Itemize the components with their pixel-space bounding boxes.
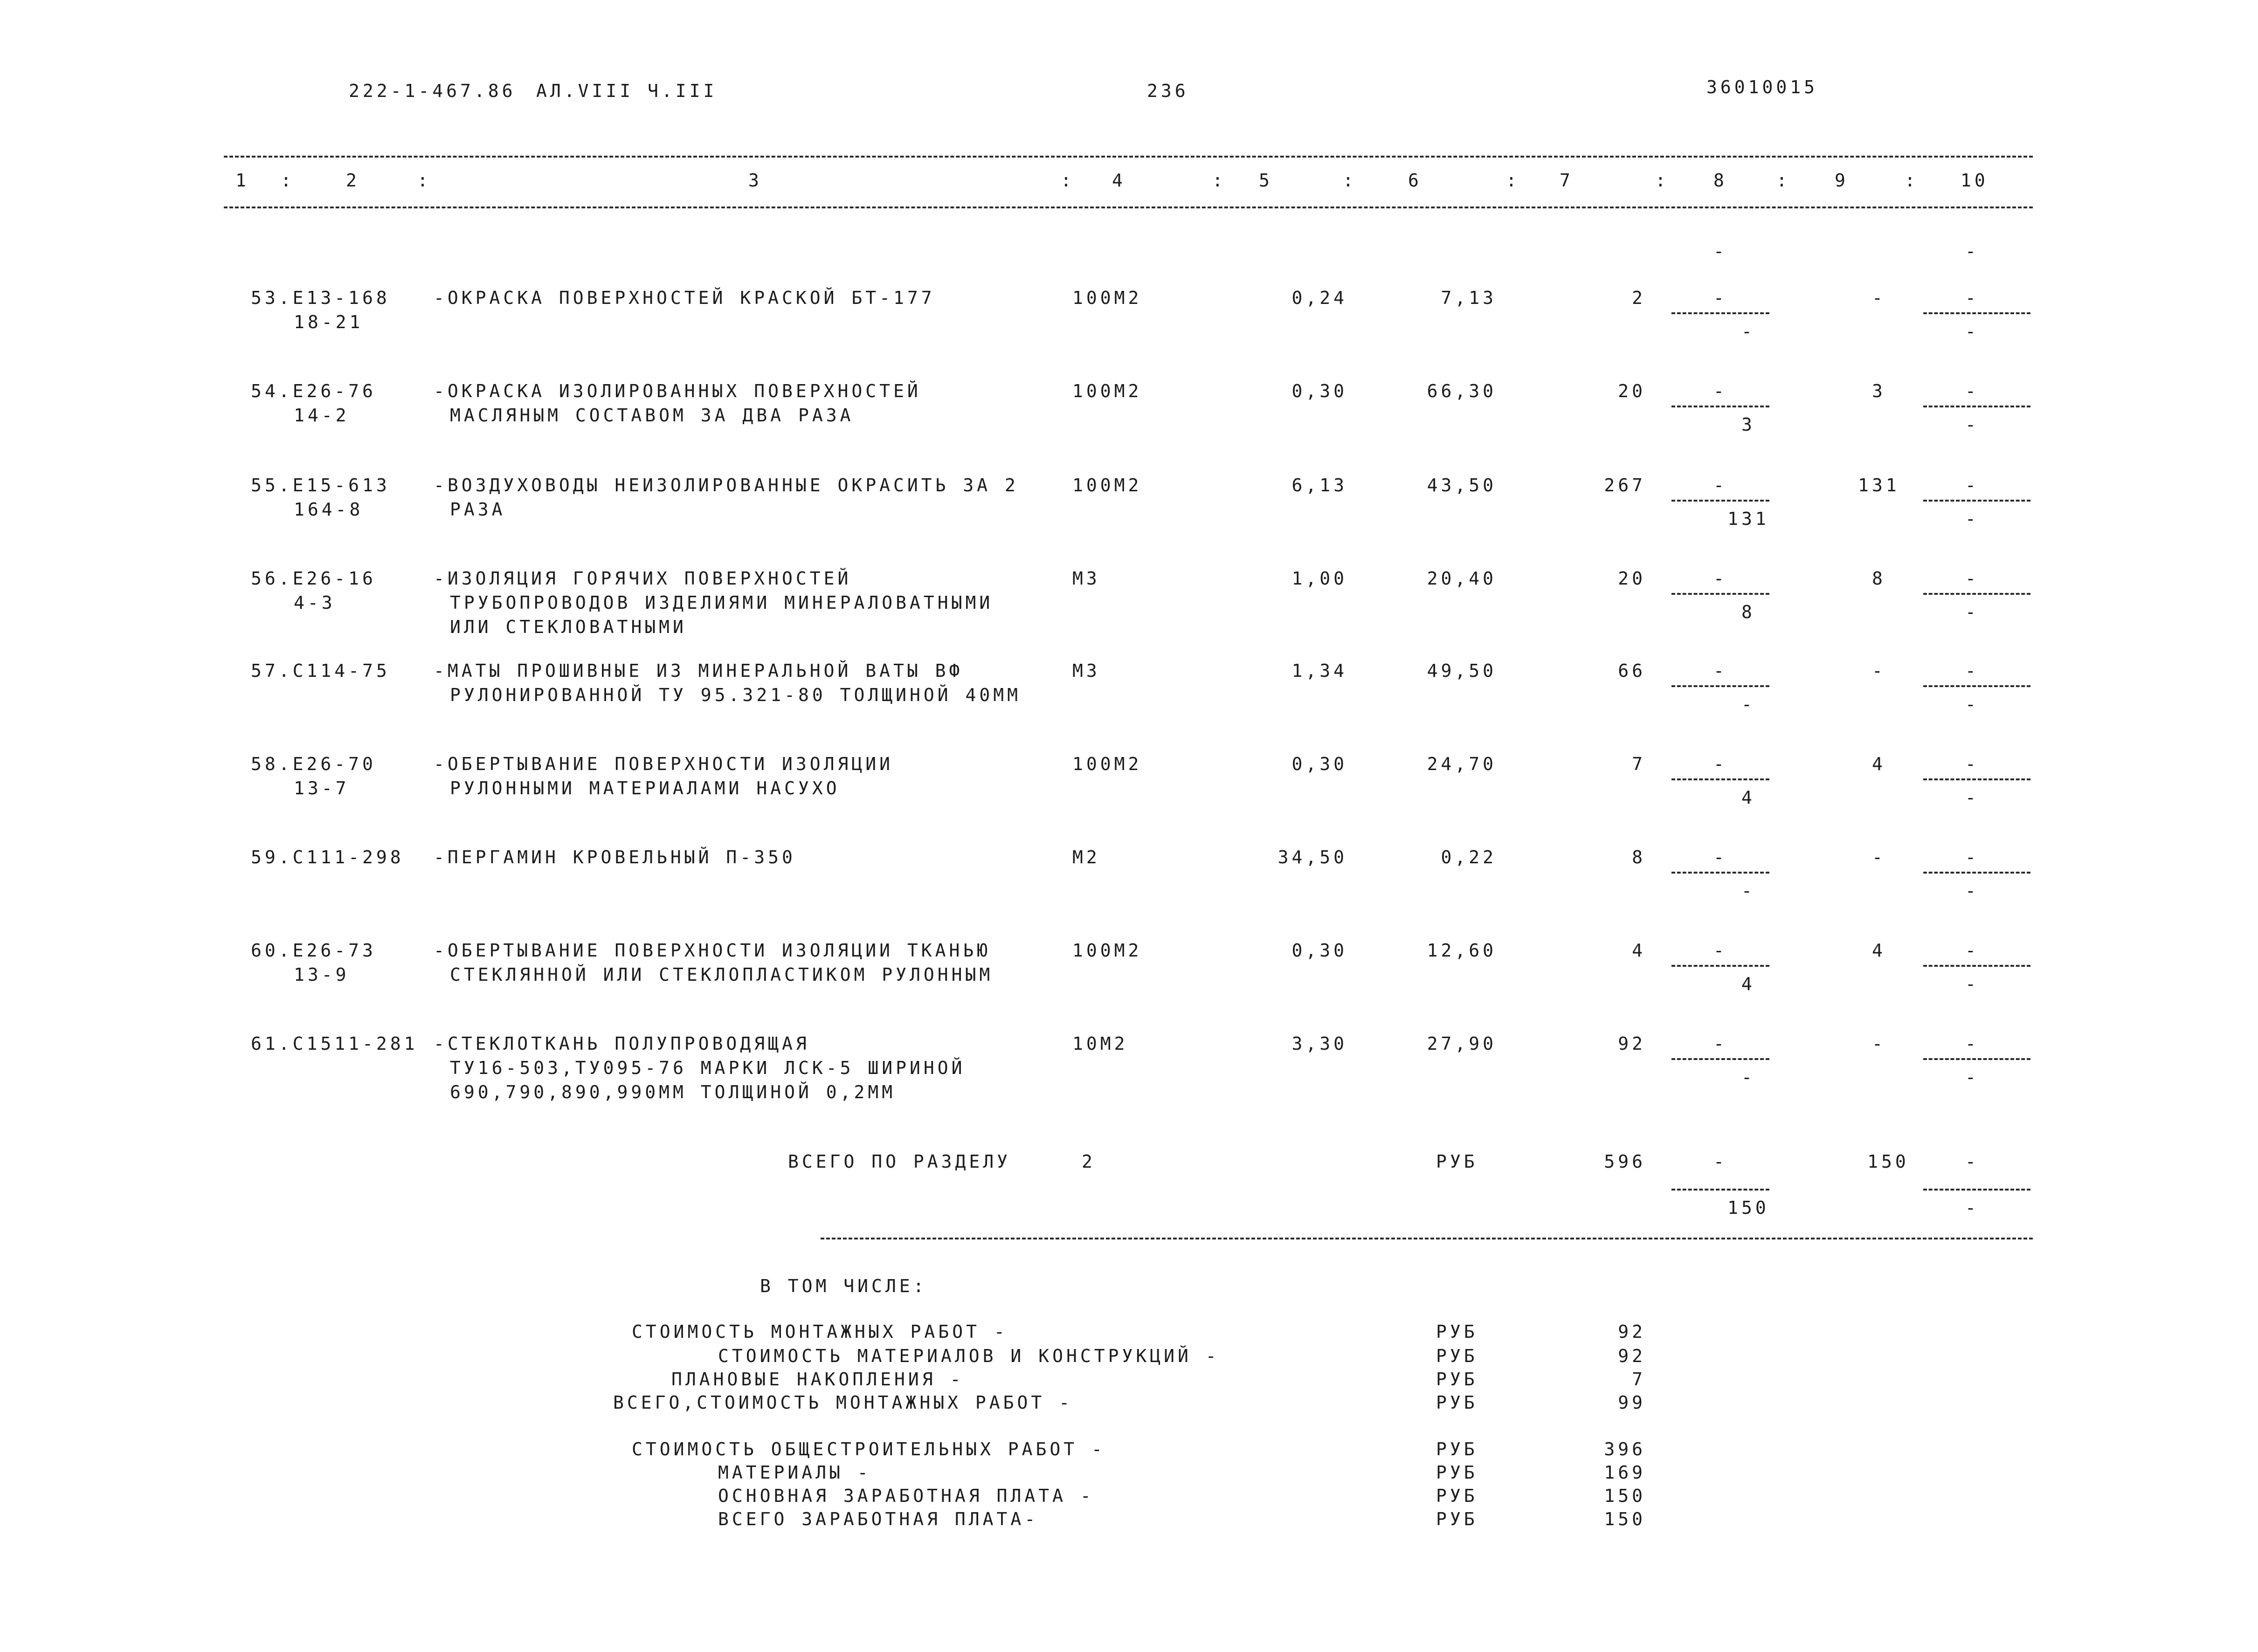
row-col10-rule xyxy=(1923,593,2030,595)
row-unit-price: 27,90 xyxy=(1427,1033,1497,1054)
row-col10-top: - xyxy=(1965,568,1979,589)
row-unit-price: 49,50 xyxy=(1427,661,1497,681)
row-quantity: 3,30 xyxy=(1291,1033,1347,1054)
column-number-4: 4 xyxy=(1112,170,1126,191)
row-total: 4 xyxy=(1632,940,1646,961)
row-unit: 100М2 xyxy=(1072,754,1142,774)
row-col10-top: - xyxy=(1965,754,1979,774)
row-col10-top: - xyxy=(1965,661,1979,681)
row-reference: 53.Е13-168 xyxy=(251,288,390,308)
header-rule-bottom xyxy=(224,206,2033,208)
summary-label: МАТЕРИАЛЫ - xyxy=(718,1462,871,1483)
row-col8-top: - xyxy=(1713,940,1727,961)
row-unit: М2 xyxy=(1072,847,1100,867)
row-reference: 58.Е26-70 xyxy=(251,754,376,774)
row-col10-rule xyxy=(1923,406,2030,407)
row-description-line: -ПЕРГАМИН КРОВЕЛЬНЫЙ П-350 xyxy=(434,847,796,867)
row-unit: 100М2 xyxy=(1072,288,1142,308)
section-total-col8-bottom: 150 xyxy=(1727,1198,1769,1218)
row-col10-bottom: - xyxy=(1965,509,1979,529)
row-quantity: 0,30 xyxy=(1291,940,1347,961)
row-reference: 57.С114-75 xyxy=(251,661,390,681)
row-col8-top: - xyxy=(1713,381,1727,401)
row-reference: 61.С1511-281 xyxy=(251,1033,418,1054)
row-col9: 8 xyxy=(1872,568,1886,589)
row-description-line: СТЕКЛЯННОЙ ИЛИ СТЕКЛОПЛАСТИКОМ РУЛОННЫМ xyxy=(450,964,994,985)
row-description-line: РАЗА xyxy=(450,499,506,520)
column-number-1: 1 xyxy=(235,170,249,191)
row-total: 2 xyxy=(1632,288,1646,308)
summary-label: ВСЕГО ЗАРАБОТНАЯ ПЛАТА- xyxy=(718,1509,1039,1529)
row-quantity: 1,00 xyxy=(1291,568,1347,589)
summary-label: СТОИМОСТЬ МОНТАЖНЫХ РАБОТ - xyxy=(632,1322,1008,1342)
section-total-col8-rule xyxy=(1671,1189,1769,1191)
row-col8-top: - xyxy=(1713,568,1727,589)
row-col8-carry: - xyxy=(1713,241,1727,262)
row-unit: 100М2 xyxy=(1072,940,1142,961)
summary-value: 92 xyxy=(1618,1322,1646,1342)
row-col8-top: - xyxy=(1713,847,1727,867)
row-description-line: МАСЛЯНЫМ СОСТАВОМ ЗА ДВА РАЗА xyxy=(450,405,854,426)
row-col10-bottom: - xyxy=(1965,321,1979,342)
column-number-3: 3 xyxy=(748,170,762,191)
summary-label: СТОИМОСТЬ МАТЕРИАЛОВ И КОНСТРУКЦИЙ - xyxy=(718,1346,1220,1366)
row-col8-rule xyxy=(1671,685,1769,687)
row-col8-rule xyxy=(1671,1058,1769,1060)
summary-value: 7 xyxy=(1632,1369,1646,1390)
column-separator: : xyxy=(1776,170,1790,191)
row-description-line: -МАТЫ ПРОШИВНЫЕ ИЗ МИНЕРАЛЬНОЙ ВАТЫ ВФ xyxy=(434,661,963,681)
row-col8-rule xyxy=(1671,406,1769,407)
row-total: 20 xyxy=(1618,568,1646,589)
row-col8-rule xyxy=(1671,778,1769,780)
row-description-line: -ВОЗДУХОВОДЫ НЕИЗОЛИРОВАННЫЕ ОКРАСИТЬ ЗА 2 xyxy=(434,475,1019,496)
summary-value: 92 xyxy=(1618,1346,1646,1366)
section-total-col8-top: - xyxy=(1713,1151,1727,1172)
row-description-line: -СТЕКЛОТКАНЬ ПОЛУПРОВОДЯЩАЯ xyxy=(434,1033,810,1054)
row-col10-top: - xyxy=(1965,475,1979,496)
row-quantity: 0,24 xyxy=(1291,288,1347,308)
row-unit-price: 24,70 xyxy=(1427,754,1497,774)
row-col8-rule xyxy=(1671,312,1769,314)
document-code: 222-1-467.86 xyxy=(349,81,516,101)
row-reference-sub: 164-8 xyxy=(294,499,364,520)
row-col10-bottom: - xyxy=(1965,974,1979,994)
row-unit-price: 12,60 xyxy=(1427,940,1497,961)
row-reference-sub: 4-3 xyxy=(294,592,336,613)
column-separator: : xyxy=(1655,170,1669,191)
summary-value: 150 xyxy=(1604,1486,1646,1506)
row-description-line: РУЛОНИРОВАННОЙ ТУ 95.321-80 ТОЛЩИНОЙ 40ММ xyxy=(450,685,1021,705)
summary-unit: РУБ xyxy=(1436,1462,1478,1483)
row-description-line: ИЛИ СТЕКЛОВАТНЫМИ xyxy=(450,617,687,637)
row-reference-sub: 13-7 xyxy=(294,778,350,798)
column-separator: : xyxy=(1506,170,1520,191)
column-separator: : xyxy=(281,170,295,191)
row-reference: 60.Е26-73 xyxy=(251,940,376,961)
row-unit-price: 20,40 xyxy=(1427,568,1497,589)
row-col10-bottom: - xyxy=(1965,881,1979,901)
section-total-col10-bottom: - xyxy=(1965,1198,1979,1218)
column-separator: : xyxy=(417,170,431,191)
row-unit-price: 66,30 xyxy=(1427,381,1497,401)
summary-unit: РУБ xyxy=(1436,1322,1478,1342)
row-col8-bottom: - xyxy=(1741,694,1755,715)
row-col10-top: - xyxy=(1965,381,1979,401)
document-number: 36010015 xyxy=(1706,77,1818,97)
row-col10-rule xyxy=(1923,872,2030,874)
section-total-number: 2 xyxy=(1082,1151,1096,1172)
row-reference-sub: 14-2 xyxy=(294,405,350,426)
row-quantity: 0,30 xyxy=(1291,381,1347,401)
row-col8-top: - xyxy=(1713,754,1727,774)
row-col10-rule xyxy=(1923,685,2030,687)
summary-unit: РУБ xyxy=(1436,1369,1478,1390)
row-col8-rule xyxy=(1671,500,1769,502)
row-col10-rule xyxy=(1923,778,2030,780)
row-reference: 54.Е26-76 xyxy=(251,381,376,401)
row-col10-rule xyxy=(1923,965,2030,967)
row-col8-top: - xyxy=(1713,475,1727,496)
row-total: 20 xyxy=(1618,381,1646,401)
row-col8-bottom: 8 xyxy=(1741,602,1755,622)
row-col8-top: - xyxy=(1713,661,1727,681)
row-description-line: -ОКРАСКА ИЗОЛИРОВАННЫХ ПОВЕРХНОСТЕЙ xyxy=(434,381,921,401)
section-total-col10-rule xyxy=(1923,1189,2030,1191)
row-col10-rule xyxy=(1923,500,2030,502)
row-col10-bottom: - xyxy=(1965,414,1979,435)
section-total-amount: 596 xyxy=(1604,1151,1646,1172)
page-number: 236 xyxy=(1147,81,1189,101)
section-total-rule xyxy=(821,1238,2033,1239)
row-col10-rule xyxy=(1923,1058,2030,1060)
row-description-line: РУЛОННЫМИ МАТЕРИАЛАМИ НАСУХО xyxy=(450,778,840,798)
row-col8-bottom: 3 xyxy=(1741,414,1755,435)
row-col10-bottom: - xyxy=(1965,694,1979,715)
row-col8-rule xyxy=(1671,593,1769,595)
row-description-line: ТРУБОПРОВОДОВ ИЗДЕЛИЯМИ МИНЕРАЛОВАТНЫМИ xyxy=(450,592,994,613)
row-total: 267 xyxy=(1604,475,1646,496)
summary-value: 169 xyxy=(1604,1462,1646,1483)
section-total-col9: 150 xyxy=(1867,1151,1909,1172)
row-description-line: -ОКРАСКА ПОВЕРХНОСТЕЙ КРАСКОЙ БТ-177 xyxy=(434,288,935,308)
row-col8-bottom: - xyxy=(1741,1067,1755,1088)
summary-unit: РУБ xyxy=(1436,1509,1478,1529)
row-col9: - xyxy=(1872,661,1886,681)
row-unit: М3 xyxy=(1072,661,1100,681)
summary-label: СТОИМОСТЬ ОБЩЕСТРОИТЕЛЬНЫХ РАБОТ - xyxy=(632,1439,1105,1459)
row-unit: 100М2 xyxy=(1072,381,1142,401)
row-col10-top: - xyxy=(1965,940,1979,961)
album-label: АЛ.VIII Ч.III xyxy=(536,81,718,101)
row-description-line: -ИЗОЛЯЦИЯ ГОРЯЧИХ ПОВЕРХНОСТЕЙ xyxy=(434,568,852,589)
row-col10-top: - xyxy=(1965,847,1979,867)
row-col10-bottom: - xyxy=(1965,1067,1979,1088)
row-quantity: 34,50 xyxy=(1277,847,1347,867)
row-col9: 4 xyxy=(1872,754,1886,774)
row-col8-top: - xyxy=(1713,288,1727,308)
summary-value: 396 xyxy=(1604,1439,1646,1459)
row-col8-bottom: 131 xyxy=(1727,509,1769,529)
column-separator: : xyxy=(1343,170,1357,191)
row-col10-carry: - xyxy=(1965,241,1979,262)
summary-label: ВСЕГО,СТОИМОСТЬ МОНТАЖНЫХ РАБОТ - xyxy=(613,1392,1073,1413)
column-separator: : xyxy=(1212,170,1226,191)
section-total-unit: РУБ xyxy=(1436,1151,1478,1172)
row-col8-bottom: - xyxy=(1741,321,1755,342)
summary-unit: РУБ xyxy=(1436,1392,1478,1413)
header-rule-top xyxy=(224,156,2033,158)
row-reference-sub: 18-21 xyxy=(294,312,364,332)
row-total: 7 xyxy=(1632,754,1646,774)
column-separator: : xyxy=(1061,170,1075,191)
row-unit-price: 7,13 xyxy=(1441,288,1497,308)
section-total-label: ВСЕГО ПО РАЗДЕЛУ xyxy=(788,1151,1011,1172)
column-number-2: 2 xyxy=(346,170,360,191)
row-reference-sub: 13-9 xyxy=(294,964,350,985)
row-col10-top: - xyxy=(1965,1033,1979,1054)
row-reference: 55.Е15-613 xyxy=(251,475,390,496)
row-unit: 10М2 xyxy=(1072,1033,1128,1054)
column-number-10: 10 xyxy=(1961,170,1989,191)
row-col8-rule xyxy=(1671,872,1769,874)
row-col9: - xyxy=(1872,1033,1886,1054)
summary-label: ОСНОВНАЯ ЗАРАБОТНАЯ ПЛАТА - xyxy=(718,1486,1094,1506)
column-number-6: 6 xyxy=(1408,170,1422,191)
column-number-7: 7 xyxy=(1560,170,1574,191)
row-col8-bottom: 4 xyxy=(1741,787,1755,808)
summary-unit: РУБ xyxy=(1436,1439,1478,1459)
row-col10-bottom: - xyxy=(1965,602,1979,622)
row-description-line: 690,790,890,990ММ ТОЛЩИНОЙ 0,2ММ xyxy=(450,1082,896,1102)
row-col10-rule xyxy=(1923,312,2030,314)
row-quantity: 6,13 xyxy=(1291,475,1347,496)
row-col10-top: - xyxy=(1965,288,1979,308)
row-description-line: -ОБЕРТЫВАНИЕ ПОВЕРХНОСТИ ИЗОЛЯЦИИ ТКАНЬЮ xyxy=(434,940,991,961)
row-total: 66 xyxy=(1618,661,1646,681)
summary-unit: РУБ xyxy=(1436,1346,1478,1366)
row-unit: 100М2 xyxy=(1072,475,1142,496)
row-reference: 59.С111-298 xyxy=(251,847,404,867)
row-col9: 4 xyxy=(1872,940,1886,961)
row-description-line: -ОБЕРТЫВАНИЕ ПОВЕРХНОСТИ ИЗОЛЯЦИИ xyxy=(434,754,893,774)
row-col8-rule xyxy=(1671,965,1769,967)
row-col8-bottom: 4 xyxy=(1741,974,1755,994)
including-title: В ТОМ ЧИСЛЕ: xyxy=(760,1276,927,1296)
row-reference: 56.Е26-16 xyxy=(251,568,376,589)
row-quantity: 0,30 xyxy=(1291,754,1347,774)
row-col10-bottom: - xyxy=(1965,787,1979,808)
row-total: 8 xyxy=(1632,847,1646,867)
column-number-9: 9 xyxy=(1835,170,1849,191)
row-col9: 131 xyxy=(1858,475,1900,496)
row-col9: 3 xyxy=(1872,381,1886,401)
summary-label: ПЛАНОВЫЕ НАКОПЛЕНИЯ - xyxy=(671,1369,964,1390)
column-number-5: 5 xyxy=(1259,170,1273,191)
column-separator: : xyxy=(1905,170,1919,191)
column-number-8: 8 xyxy=(1713,170,1727,191)
summary-value: 150 xyxy=(1604,1509,1646,1529)
row-col9: - xyxy=(1872,847,1886,867)
row-unit-price: 43,50 xyxy=(1427,475,1497,496)
row-description-line: ТУ16-503,ТУ095-76 МАРКИ ЛСК-5 ШИРИНОЙ xyxy=(450,1058,966,1078)
row-unit-price: 0,22 xyxy=(1441,847,1497,867)
row-quantity: 1,34 xyxy=(1291,661,1347,681)
row-col8-bottom: - xyxy=(1741,881,1755,901)
summary-value: 99 xyxy=(1618,1392,1646,1413)
section-total-col10-top: - xyxy=(1965,1151,1979,1172)
row-col8-top: - xyxy=(1713,1033,1727,1054)
summary-unit: РУБ xyxy=(1436,1486,1478,1506)
row-col9: - xyxy=(1872,288,1886,308)
row-total: 92 xyxy=(1618,1033,1646,1054)
row-unit: М3 xyxy=(1072,568,1100,589)
